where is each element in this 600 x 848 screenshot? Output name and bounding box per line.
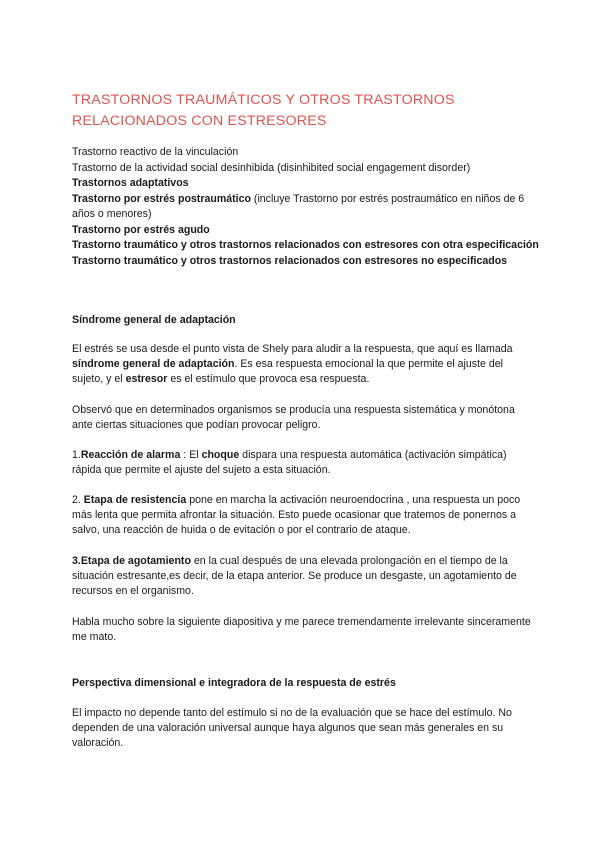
text-run: El estrés se usa desde el punto vista de Shely para aludir a la respuesta, que aquí es llamada: [72, 343, 513, 355]
paragraph-stage-exhaustion: [72, 554, 534, 600]
stage-name: Reacción de alarma: [80, 449, 181, 461]
stage-number: 1.: [72, 449, 81, 461]
list-item: [72, 223, 542, 239]
text-run: es el estímulo que provoca esa respuesta.: [167, 373, 370, 386]
disorder-name: Trastornos adaptativos: [72, 177, 189, 189]
text-run: . Es esa respuesta emocional la que permite el ajuste del sujeto, y el: [72, 358, 504, 386]
stage-name: 3.Etapa de agotamiento: [72, 555, 191, 567]
stage-number: 2.: [72, 494, 84, 506]
disorder-name: Trastorno traumático y otros trastornos relacionados con estresores con otra especificación: [72, 239, 539, 251]
list-item: [72, 192, 542, 223]
text-run: en la cual después de una elevada prolongación en el tiempo de la situación estresante,es decir, de la etapa anterior. Se produce un desgaste, un agotamiento de recursos en el organismo.: [72, 555, 517, 598]
stage-name: Etapa de resistencia: [83, 494, 187, 506]
term-estresor: estresor: [125, 373, 168, 386]
disorder-name: Trastorno de la actividad social desinhibida (disinhibited social engagement disorder): [72, 161, 471, 174]
list-item: [72, 238, 542, 254]
section-heading-sga: Síndrome general de adaptación: [72, 314, 236, 326]
disorder-list: [72, 145, 542, 269]
disorder-name: Trastorno por estrés postraumático: [72, 192, 251, 205]
disorder-name: Trastorno traumático y otros trastornos relacionados con estresores no especificados: [72, 254, 508, 267]
list-item: [72, 145, 542, 161]
text-run: : El: [180, 449, 202, 461]
paragraph-stage-resistance: [72, 493, 534, 539]
list-item: [72, 161, 542, 177]
disorder-note: (incluye Trastorno por estrés postraumático en niños de 6 años o menores): [72, 192, 525, 220]
text-run: pone en marcha la activación neuroendocrina , una respuesta un poco más lenta que permita afrontar la situación. Esto puede ocasionar que tratemos de ponernos a salvo, una reacción de huida o de evitación o por el contrario de ataque.: [72, 494, 521, 537]
paragraph-perspective: El impacto no depende tanto del estímulo si no de la evaluación que se hace del estímulo. No dependen de una valoración universal aunque haya algunos que sean más generales en su valoración.: [72, 707, 512, 750]
disorder-name: Trastorno por estrés agudo: [72, 223, 210, 236]
list-item: [72, 254, 542, 270]
text-run: dispara una respuesta automática (activación simpática) rápida que permite el ajuste del sujeto a esta situación.: [72, 449, 507, 477]
term-sga: síndrome general de adaptación: [72, 358, 235, 371]
document-title: TRASTORNOS TRAUMÁTICOS Y OTROS TRASTORNOS RELACIONADOS CON ESTRESORES: [72, 92, 455, 129]
paragraph-note: Habla mucho sobre la siguiente diapositiva y me parece tremendamente irrelevante sinceramente me mato.: [72, 616, 531, 644]
paragraph-sga-definition: [72, 342, 534, 388]
disorder-name: Trastorno reactivo de la vinculación: [72, 146, 239, 158]
list-item: [72, 176, 542, 192]
section-heading-perspective: Perspectiva dimensional e integradora de la respuesta de estrés: [72, 677, 396, 689]
paragraph-observation: Observó que en determinados organismos se producía una respuesta sistemática y monótona ante ciertas situaciones que podían provocar peligro.: [72, 404, 515, 432]
term-choque: choque: [201, 449, 240, 461]
paragraph-stage-alarm: [72, 448, 534, 478]
